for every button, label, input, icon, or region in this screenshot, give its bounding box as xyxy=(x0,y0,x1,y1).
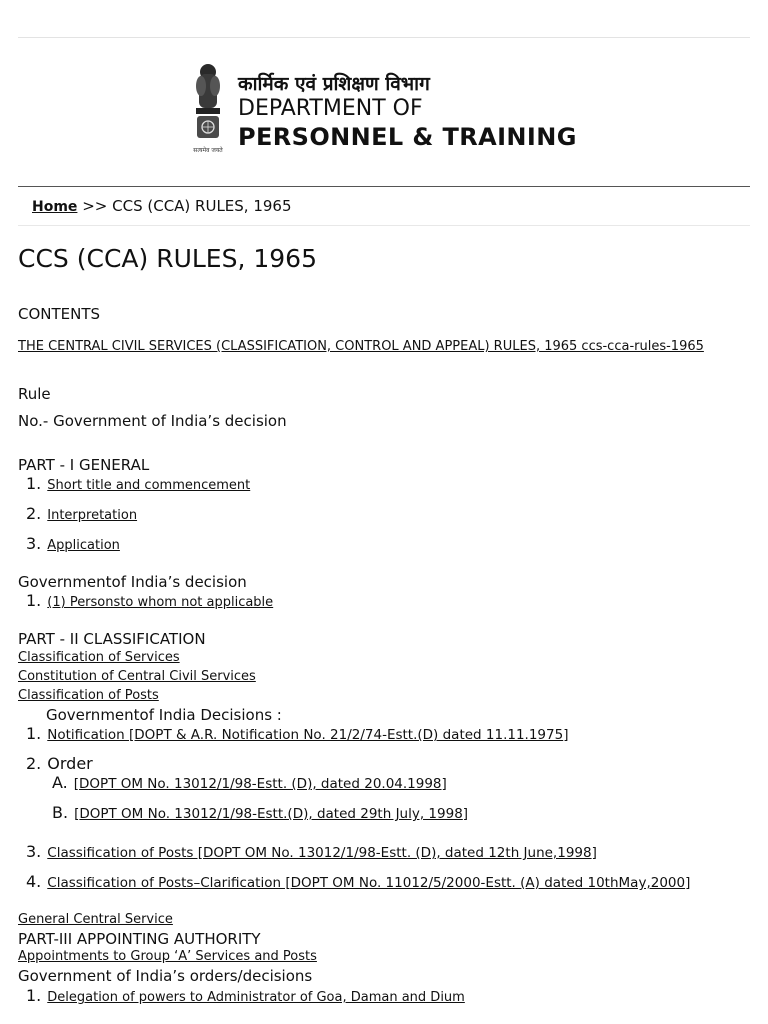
brand-line-3: PERSONNEL & TRAINING xyxy=(238,123,577,151)
classification-posts-link[interactable]: Classification of Posts xyxy=(18,688,159,703)
motto-text: सत्यमेव जयते xyxy=(193,147,223,154)
list-item xyxy=(26,591,273,610)
top-divider xyxy=(18,37,750,38)
list-item xyxy=(52,773,447,792)
delegation-powers-link[interactable]: Delegation of powers to Administrator of Goa, Daman and Dium xyxy=(47,990,465,1005)
part-2-heading: PART - II CLASSIFICATION xyxy=(18,630,206,648)
breadcrumb xyxy=(32,197,292,215)
bracket-close: ] xyxy=(462,806,469,822)
list-number: 4. xyxy=(26,872,42,891)
brand-line-2: DEPARTMENT OF xyxy=(238,96,423,121)
list-number: 1. xyxy=(26,591,42,610)
govt-decision-label: No.- Government of India’s decision xyxy=(18,412,287,430)
list-item xyxy=(26,474,250,493)
bracket-close: ] xyxy=(563,727,569,743)
general-central-service-link[interactable]: General Central Service xyxy=(18,912,173,927)
part-3-heading: PART-III APPOINTING AUTHORITY xyxy=(18,930,261,948)
part-1-goi-heading: Governmentof India’s decision xyxy=(18,573,247,591)
short-title-link[interactable]: Short title and commencement xyxy=(47,478,251,493)
breadcrumb-current: CCS (CCA) RULES, 1965 xyxy=(112,197,292,215)
classification-posts-om-link[interactable]: Classification of Posts [DOPT OM No. 13012/1/98-Estt. (D), dated 12th June,1998 xyxy=(47,845,592,861)
dopt-om-july-1998-link[interactable]: DOPT OM No. 13012/1/98-Estt.(D), dated 29th July, 1998 xyxy=(79,806,463,822)
list-letter: B. xyxy=(52,803,69,822)
list-number: 3. xyxy=(26,534,42,553)
list-item xyxy=(26,754,93,773)
state-emblem-icon xyxy=(190,62,226,156)
group-a-appointments-link[interactable]: Appointments to Group ‘A’ Services and Posts xyxy=(18,949,317,964)
bracket-close: ] xyxy=(685,875,691,891)
list-letter: A. xyxy=(52,773,68,792)
list-item xyxy=(26,986,465,1005)
classification-clarification-link[interactable]: Classification of Posts–Clarification [DOPT OM No. 11012/5/2000-Estt. (A) dated 10thMay,2000 xyxy=(47,875,686,891)
page-title: CCS (CCA) RULES, 1965 xyxy=(18,244,317,273)
dopt-om-1998-link[interactable]: DOPT OM No. 13012/1/98-Estt. (D), dated 20.04.1998 xyxy=(79,776,442,792)
application-link[interactable]: Application xyxy=(47,538,120,553)
classification-services-link[interactable]: Classification of Services xyxy=(18,650,180,665)
main-rules-link[interactable]: THE CENTRAL CIVIL SERVICES (CLASSIFICATION, CONTROL AND APPEAL) RULES, 1965 ccs-cca-rules-1965 xyxy=(18,339,704,354)
list-item xyxy=(26,724,568,743)
department-brand[interactable] xyxy=(238,72,577,152)
bracket-close: ] xyxy=(591,845,597,861)
list-number: 1. xyxy=(26,724,42,743)
breadcrumb-separator: >> xyxy=(82,197,108,215)
part-3-goi-heading: Government of India’s orders/decisions xyxy=(18,967,313,985)
list-number: 1. xyxy=(26,474,42,493)
brand-hindi: कार्मिक एवं प्रशिक्षण विभाग xyxy=(238,73,430,95)
part-2-goi-heading: Governmentof India Decisions : xyxy=(46,706,282,724)
part-1-heading: PART - I GENERAL xyxy=(18,456,150,474)
notification-link[interactable]: Notification [DOPT & A.R. Notification No. 21/2/74-Estt.(D) dated 11.11.1975 xyxy=(47,727,564,743)
list-number: 2. xyxy=(26,754,42,773)
bracket-open: [ xyxy=(74,806,80,822)
list-item xyxy=(26,872,690,891)
bracket-close: ] xyxy=(441,776,447,792)
breadcrumb-divider xyxy=(18,225,750,226)
list-number: 1. xyxy=(26,986,42,1005)
contents-heading: CONTENTS xyxy=(18,305,101,323)
rule-label: Rule xyxy=(18,385,51,403)
interpretation-link[interactable]: Interpretation xyxy=(47,508,138,523)
list-item xyxy=(26,842,597,861)
list-item xyxy=(26,534,120,553)
constitution-services-link[interactable]: Constitution of Central Civil Services xyxy=(18,669,256,684)
persons-not-applicable-link[interactable]: (1) Personsto whom not applicable xyxy=(47,595,274,610)
order-label: Order xyxy=(47,754,93,773)
list-item xyxy=(26,504,137,523)
breadcrumb-home-link[interactable]: Home xyxy=(32,199,78,215)
list-number: 3. xyxy=(26,842,42,861)
bracket-open: [ xyxy=(73,776,80,792)
list-item xyxy=(52,803,468,822)
header-divider xyxy=(18,186,750,187)
list-number: 2. xyxy=(26,504,42,523)
